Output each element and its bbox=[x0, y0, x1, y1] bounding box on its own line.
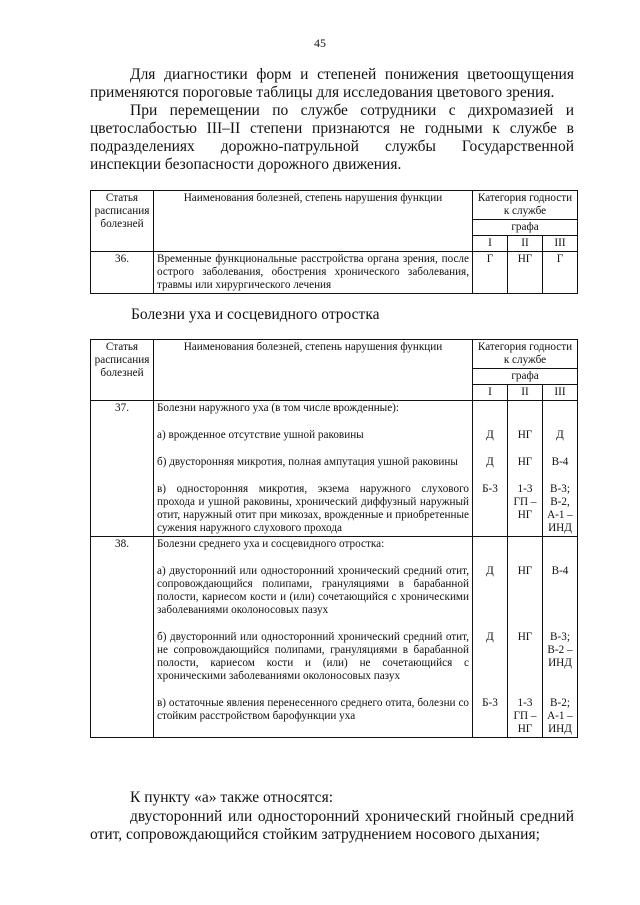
intro-paragraph-1-text: Для диагностики форм и степеней понижения цветоощущения применяются пороговые таблицы для исследования цветового зрения. bbox=[90, 66, 574, 101]
disease-name bbox=[154, 564, 473, 630]
table-row bbox=[91, 696, 578, 738]
section-heading: Болезни уха и сосцевидного отростка bbox=[131, 306, 380, 323]
disease-name-text: б) двусторонняя микротия, полная ампутация ушной раковины bbox=[157, 456, 458, 468]
grade-col-1: Г bbox=[473, 252, 508, 294]
table-eye-disorders bbox=[90, 190, 578, 294]
grade-col-2: НГ bbox=[508, 428, 543, 455]
header-col-2: II bbox=[508, 236, 543, 252]
grade-col-3: В-2; А-1 – ИНД bbox=[543, 696, 578, 738]
grade-col-3: Г bbox=[543, 252, 578, 294]
article-title-text: Болезни среднего уха и сосцевидного отростка: bbox=[157, 538, 385, 550]
header-grafa: графа bbox=[473, 369, 578, 385]
grade-col-1: Д bbox=[473, 428, 508, 455]
grade-col-2: НГ bbox=[508, 630, 543, 696]
header-col-3: III bbox=[543, 385, 578, 401]
table-header-row bbox=[91, 191, 578, 220]
header-grafa: графа bbox=[473, 220, 578, 236]
grade-col-1: Б-3 bbox=[473, 482, 508, 537]
disease-name: в) остаточные явления перенесенного среднего отита, болезни со стойким расстройством барофункции уха bbox=[154, 696, 473, 738]
disease-name bbox=[154, 630, 473, 696]
header-category: Категория годности к службе bbox=[473, 340, 578, 369]
outro-paragraph-2-text: двусторонний или односторонний хронический гнойный средний отит, сопровождающийся стойким затруднением носового дыхания; bbox=[90, 808, 574, 843]
header-col-1: I bbox=[473, 236, 508, 252]
grade-col-1: Б-3 bbox=[473, 696, 508, 738]
page-number: 45 bbox=[314, 36, 326, 50]
table-ear-disorders bbox=[90, 339, 578, 738]
disease-name bbox=[154, 428, 473, 455]
header-name: Наименования болезней, степень нарушения функции bbox=[154, 191, 473, 252]
table-row bbox=[91, 630, 578, 696]
table-row bbox=[91, 428, 578, 455]
grade-col-3: Д bbox=[543, 428, 578, 455]
article-title bbox=[154, 401, 473, 429]
table-row bbox=[91, 482, 578, 537]
intro-paragraph-2 bbox=[90, 102, 574, 174]
header-article: Статья расписания болезней bbox=[91, 191, 154, 252]
article-number: 37. bbox=[91, 401, 154, 537]
grade-col-3: В-3; В-2 – ИНД bbox=[543, 630, 578, 696]
header-category: Категория годности к службе bbox=[473, 191, 578, 220]
disease-name bbox=[154, 455, 473, 482]
disease-name: в) односторонняя микротия, экзема наружного слухового прохода и ушной раковины, хронический диффузный наружный отит, наружный отит при микозах, врожденные и приобретенные сужения наружного слухового прохода bbox=[154, 482, 473, 537]
grade-col-2: 1-3 ГП – НГ bbox=[508, 696, 543, 738]
grade-col-2: НГ bbox=[508, 455, 543, 482]
header-name: Наименования болезней, степень нарушения функции bbox=[154, 340, 473, 401]
grade-col-3: В-3; В-2, А-1 – ИНД bbox=[543, 482, 578, 537]
grade-col-3: В-4 bbox=[543, 564, 578, 630]
header-col-3: III bbox=[543, 236, 578, 252]
disease-name-text: а) врожденное отсутствие ушной раковины bbox=[157, 429, 364, 441]
outro-paragraph-1-text: К пункту «а» также относятся: bbox=[130, 789, 333, 806]
grade-col-2: НГ bbox=[508, 564, 543, 630]
grade-col-2: 1-3 ГП – НГ bbox=[508, 482, 543, 537]
disease-name: Временные функциональные расстройства органа зрения, после острого заболевания, обострения хронического заболевания, травмы или хирургического лечения bbox=[154, 252, 473, 294]
grade-col-1: Д bbox=[473, 564, 508, 630]
table-row bbox=[91, 401, 578, 429]
grade-col-1: Д bbox=[473, 455, 508, 482]
article-number: 36. bbox=[91, 252, 154, 294]
header-col-2: II bbox=[508, 385, 543, 401]
table-row bbox=[91, 455, 578, 482]
outro-paragraph-2 bbox=[90, 808, 574, 844]
article-title-text: Болезни наружного уха (в том числе врожденные): bbox=[157, 402, 399, 414]
header-col-1: I bbox=[473, 385, 508, 401]
table-row bbox=[91, 252, 578, 294]
article-title bbox=[154, 537, 473, 565]
header-article: Статья расписания болезней bbox=[91, 340, 154, 401]
article-number: 38. bbox=[91, 537, 154, 738]
grade-col-1: Д bbox=[473, 630, 508, 696]
intro-paragraph-2-text: При перемещении по службе сотрудники с дихромазией и цветослабостью III–II степени признаются не годными к службе в подразделениях дорожно-патрульной службы Государственной инспекции безопасности дорожного движения. bbox=[90, 102, 574, 173]
grade-col-3: В-4 bbox=[543, 455, 578, 482]
outro-paragraph-1 bbox=[90, 789, 574, 807]
table-row bbox=[91, 537, 578, 565]
intro-paragraph-1 bbox=[90, 66, 574, 102]
disease-name-text: б) двусторонний или односторонний хронический средний отит, не сопровождающийся полипами, грануляциями в барабанной полости, кариесом кости и (или) не сочетающийся с хроническими заболеваниями околоносовых пазух bbox=[157, 631, 469, 682]
table-row bbox=[91, 564, 578, 630]
disease-name-text: а) двусторонний или односторонний хронический средний отит, сопровождающийся полипами, грануляциями в барабанной полости, кариесом кости и (или) сочетающийся с хроническими заболеваниями околоносовых пазух bbox=[157, 565, 469, 616]
grade-col-2: НГ bbox=[508, 252, 543, 294]
